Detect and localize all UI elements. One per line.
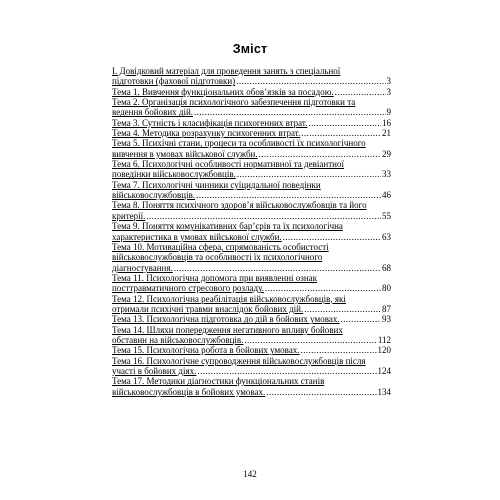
toc-entry-line xyxy=(112,325,391,335)
toc-entry[interactable] xyxy=(112,180,391,201)
toc-entry[interactable] xyxy=(112,221,391,242)
dot-leader xyxy=(259,149,381,159)
toc-entry-line xyxy=(112,376,391,386)
toc-page-number: 68 xyxy=(382,262,391,273)
toc-entry[interactable] xyxy=(112,242,391,273)
toc-entry-last-line xyxy=(112,232,391,242)
toc-entry-last-line xyxy=(112,387,391,397)
toc-entry-text: Тема 11. Психологічна допомога при виявленні ознак xyxy=(112,272,317,283)
dot-leader xyxy=(174,263,381,273)
toc-entry-text: Тема 3. Сутність і класифікація психогенних втрат. xyxy=(112,117,308,128)
toc-entry-text: участі в бойових діях. xyxy=(112,365,197,376)
toc-entry-text: поведінки військовослужбовців. xyxy=(112,169,236,180)
toc-entry-line xyxy=(112,138,391,148)
toc-entry[interactable] xyxy=(112,376,391,397)
toc-page-number: 80 xyxy=(382,283,391,294)
toc-page-number: 9 xyxy=(386,107,391,118)
toc-page-number: 55 xyxy=(382,210,391,221)
toc-entry-text: I. Довідковий матеріал для проведення занять з спеціальної xyxy=(112,66,341,76)
toc-entry-text: Тема 1. Вивчення функціональних обов’язків за посадою. xyxy=(112,86,334,97)
toc-entry-text: Тема 5. Психічні стани, процеси та особливості їх психологічного xyxy=(112,138,366,149)
toc-entry-text: Тема 16. Психологічне супроводження військовослужбовців після xyxy=(112,355,366,366)
dot-leader xyxy=(283,232,381,242)
toc-entry-last-line xyxy=(112,366,391,376)
dot-leader xyxy=(335,87,386,97)
dot-leader xyxy=(301,345,377,355)
toc-entry[interactable] xyxy=(112,118,391,128)
page-title: Зміст xyxy=(232,42,268,56)
toc-entry-text: Тема 17. Методики діагностики функціональних станів xyxy=(112,376,325,387)
toc-entry-text: Тема 10. Мотиваційна сфера, спрямованість особистості xyxy=(112,241,329,252)
dot-leader xyxy=(196,190,381,200)
toc-page-number: 33 xyxy=(382,169,391,180)
toc-entry-text: Тема 12. Психологічна реабілітація військовослужбовців, які xyxy=(112,293,346,304)
toc-entry[interactable] xyxy=(112,356,391,377)
toc-entry[interactable] xyxy=(112,325,391,346)
toc-entry-last-line xyxy=(112,87,391,97)
toc-entry-last-line xyxy=(112,169,391,179)
toc-entry-text: Тема 6. Психологічні особливості нормативної та девіантної xyxy=(112,159,344,170)
toc-entry-last-line xyxy=(112,283,391,293)
toc-entry-text: критерії. xyxy=(112,210,146,221)
toc-entry-text: Тема 15. Психологічна робота в бойових умовах. xyxy=(112,345,300,356)
toc-entry-last-line xyxy=(112,304,391,314)
toc-entry-line xyxy=(112,200,391,210)
toc-entry-last-line xyxy=(112,76,391,86)
toc-entry-last-line xyxy=(112,107,391,117)
toc-entry[interactable] xyxy=(112,345,391,355)
toc-entry[interactable] xyxy=(112,87,391,97)
toc-entry-text: військовослужбовців та особливості їх психологічного xyxy=(112,252,323,263)
toc-page-number: 134 xyxy=(377,386,391,397)
toc-entry-last-line xyxy=(112,118,391,128)
toc-entry-line xyxy=(112,294,391,304)
dot-leader xyxy=(244,335,376,345)
toc-entry-text: Тема 8. Поняття психічного здоров’я військовослужбовців та його xyxy=(112,200,367,211)
toc-page-number: 3 xyxy=(386,76,391,87)
toc-entry-line xyxy=(112,252,391,262)
toc-entry-text: характеристика в умовах військової служби. xyxy=(112,231,282,242)
table-of-contents xyxy=(112,66,391,397)
toc-page-number: 29 xyxy=(382,148,391,159)
dot-leader xyxy=(237,169,381,179)
dot-leader xyxy=(301,128,381,138)
toc-entry-text: військовослужбовців в бойових умовах. xyxy=(112,386,266,397)
toc-entry-line xyxy=(112,66,391,76)
toc-entry-text: Тема 9. Поняття комунікативних бар’єрів та їх психологічна xyxy=(112,221,343,232)
dot-leader xyxy=(197,366,376,376)
toc-entry[interactable] xyxy=(112,200,391,221)
toc-entry-last-line xyxy=(112,190,391,200)
toc-page-number: 124 xyxy=(377,365,391,376)
toc-entry-last-line xyxy=(112,314,391,324)
toc-entry-text: Тема 14. Шляхи попередження негативного впливу бойових xyxy=(112,324,343,335)
toc-page-number: 120 xyxy=(377,345,391,356)
toc-entry[interactable] xyxy=(112,294,391,315)
toc-entry-last-line xyxy=(112,128,391,138)
toc-page-number: 21 xyxy=(382,128,391,139)
toc-entry-text: Тема 13. Психологічна підготовка до дій в бойових умовах. xyxy=(112,314,340,325)
toc-entry-line xyxy=(112,242,391,252)
toc-entry-text: посттравматичного стресового розладу. xyxy=(112,283,264,294)
dot-leader xyxy=(341,314,381,324)
dot-leader xyxy=(266,387,376,397)
toc-entry[interactable] xyxy=(112,314,391,324)
dot-leader xyxy=(308,118,381,128)
toc-entry[interactable] xyxy=(112,97,391,118)
toc-entry-last-line xyxy=(112,149,391,159)
toc-entry-line xyxy=(112,180,391,190)
toc-entry-text: ведення бойових дій. xyxy=(112,107,194,118)
toc-entry[interactable] xyxy=(112,138,391,159)
toc-entry-text: отримали психічні травми внаслідок бойових дій. xyxy=(112,303,304,314)
toc-entry-last-line xyxy=(112,335,391,345)
toc-entry-line xyxy=(112,159,391,169)
dot-leader xyxy=(265,283,381,293)
toc-entry-line xyxy=(112,97,391,107)
toc-entry-last-line xyxy=(112,345,391,355)
toc-page-number: 3 xyxy=(386,86,391,97)
toc-entry-line xyxy=(112,221,391,231)
toc-page-number: 93 xyxy=(382,314,391,325)
toc-entry-text: Тема 4. Методика розрахунку психогенних втрат. xyxy=(112,128,301,139)
dot-leader xyxy=(304,304,381,314)
toc-page-number: 46 xyxy=(382,190,391,201)
dot-leader xyxy=(146,211,381,221)
toc-entry-text: Тема 2. Організація психологічного забезпечення підготовки та xyxy=(112,97,356,108)
toc-entry-text: військовослужбовців. xyxy=(112,190,196,201)
toc-entry-text: обставин на військовослужбовців. xyxy=(112,334,244,345)
toc-entry[interactable] xyxy=(112,128,391,138)
toc-entry-last-line xyxy=(112,211,391,221)
toc-entry-line xyxy=(112,273,391,283)
toc-entry-text: діагностування. xyxy=(112,262,173,273)
page-number: 142 xyxy=(243,469,257,479)
toc-page-number: 16 xyxy=(382,117,391,128)
toc-entry[interactable] xyxy=(112,273,391,294)
dot-leader xyxy=(194,107,385,117)
toc-entry-line xyxy=(112,356,391,366)
toc-page-number: 112 xyxy=(377,334,391,345)
toc-entry[interactable] xyxy=(112,159,391,180)
toc-entry-last-line xyxy=(112,263,391,273)
toc-entry-text: Тема 7. Психологічні чинники суїцидальної поведінки xyxy=(112,179,321,190)
toc-page-number: 87 xyxy=(382,303,391,314)
toc-entry-text: вивчення в умовах військової служби. xyxy=(112,148,258,159)
toc-entry-text: підготовки (фахової підготовки) xyxy=(112,76,236,87)
toc-entry[interactable] xyxy=(112,66,391,87)
dot-leader xyxy=(236,76,385,86)
toc-page-number: 63 xyxy=(382,231,391,242)
